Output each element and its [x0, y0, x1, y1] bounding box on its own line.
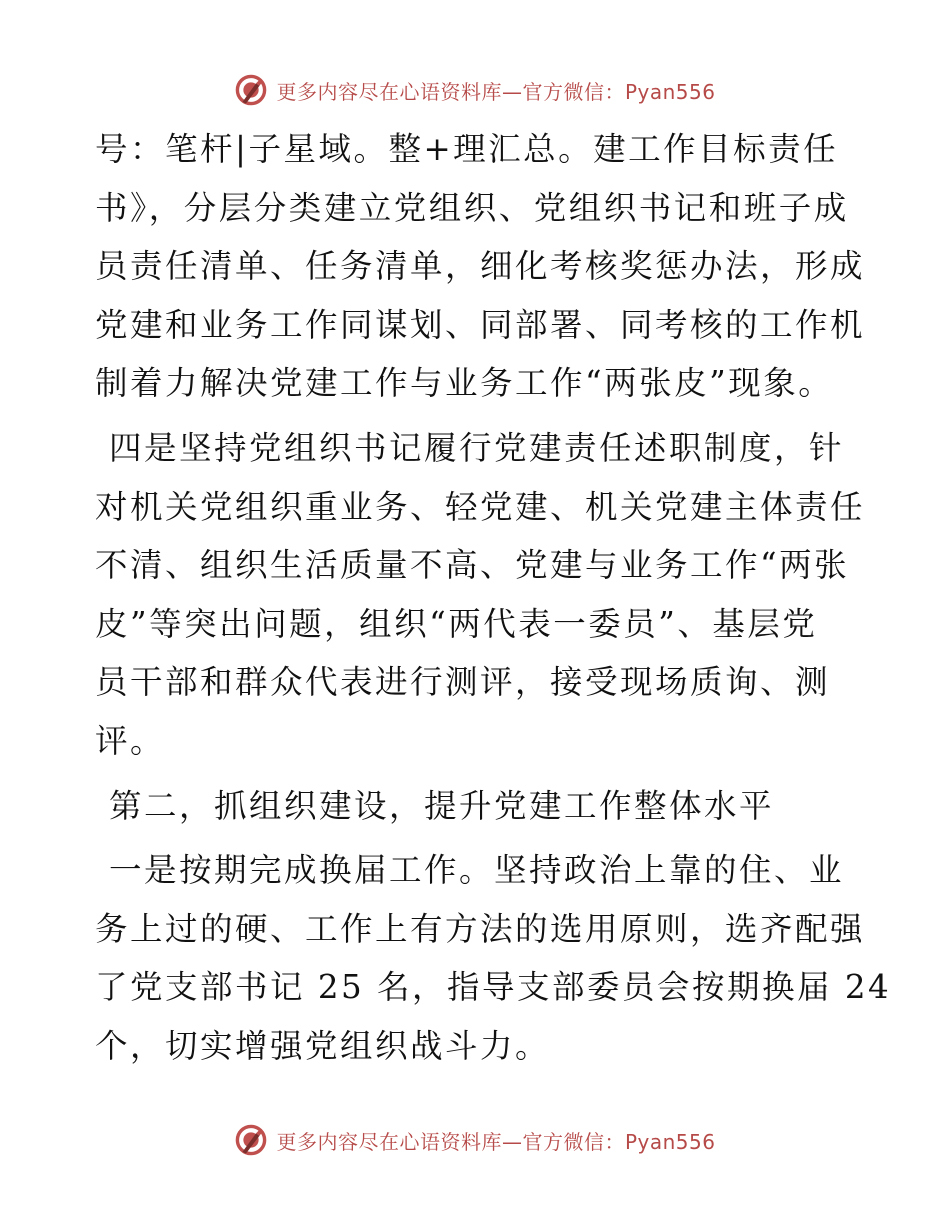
text-line: 号：笔杆|子星域。整+理汇总。建工作目标责任 — [95, 130, 839, 168]
text-line: 四是坚持党组织书记履行党建责任述职制度，针 — [109, 428, 845, 467]
text-line: 党建和业务工作同谋划、同部署、同考核的工作机 — [95, 305, 866, 344]
text-line: 一是按期完成换届工作。坚持政治上靠的住、业 — [109, 851, 845, 890]
text-line: 对机关党组织重业务、轻党建、机关党建主体责任 — [95, 487, 866, 526]
text-line: 员责任清单、任务清单，细化考核奖惩办法，形成 — [95, 247, 866, 286]
header-banner-text: 更多内容尽在心语资料库—官方微信：Pyan556 — [276, 79, 716, 104]
text-line: 制着力解决党建工作与业务工作“两张皮”现象。 — [95, 364, 834, 403]
pen-seal-logo-icon — [234, 73, 268, 107]
text-line: 不清、组织生活质量不高、党建与业务工作“两张 — [95, 546, 850, 585]
section-heading — [95, 777, 855, 836]
footer-banner — [0, 1120, 950, 1160]
text-line: 务上过的硬、工作上有方法的选用原则，选齐配强 — [95, 909, 866, 948]
section-heading-text: 第二，抓组织建设，提升党建工作整体水平 — [109, 786, 775, 825]
text-line: 员干部和群众代表进行测评，接受现场质询、测 — [95, 663, 831, 702]
footer-banner-text: 更多内容尽在心语资料库—官方微信：Pyan556 — [276, 1129, 716, 1154]
pen-seal-logo-icon — [234, 1123, 268, 1157]
paragraph-1 — [95, 120, 866, 413]
text-line: 评。 — [95, 721, 166, 760]
text-line: 个，切实增强党组织战斗力。 — [95, 1026, 551, 1065]
text-line: 了党支部书记 25 名，指导支部委员会按期换届 24 — [95, 968, 892, 1007]
header-banner — [0, 70, 950, 110]
document-body — [95, 120, 892, 1076]
paragraph-2 — [95, 419, 866, 771]
text-line: 书》，分层分类建立党组织、党组织书记和班子成 — [95, 188, 849, 227]
paragraph-3 — [95, 841, 892, 1075]
text-line: 皮”等突出问题，组织“两代表一委员”、基层党 — [95, 604, 818, 643]
